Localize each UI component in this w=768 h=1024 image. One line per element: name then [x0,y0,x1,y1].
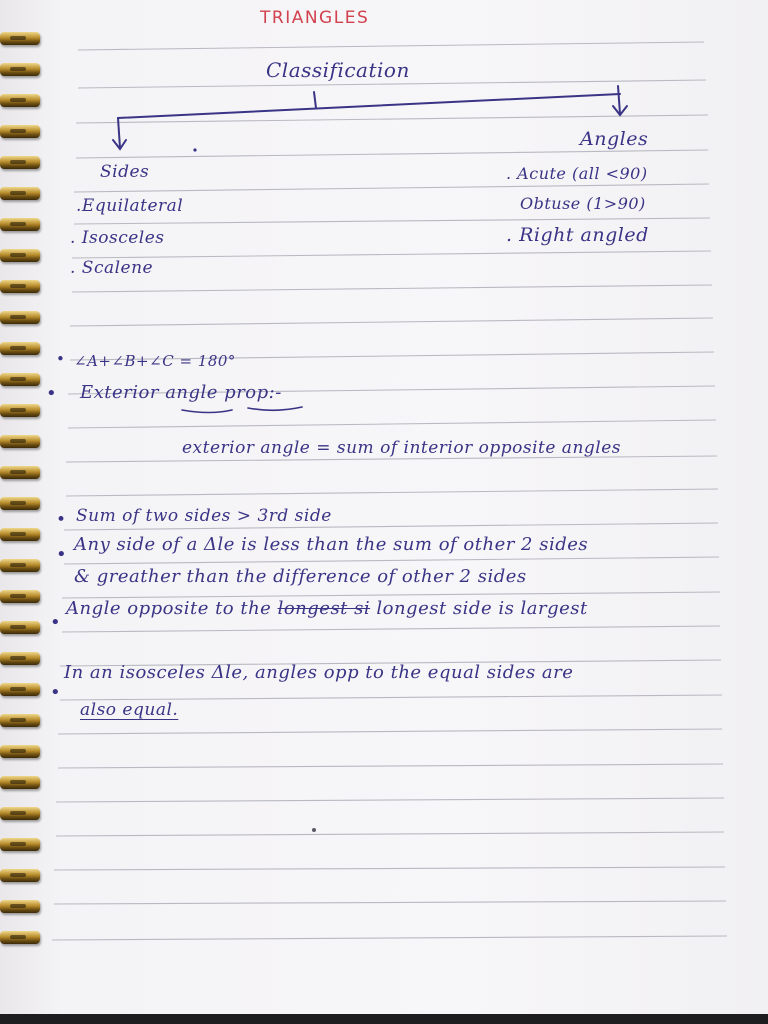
angle-opposite-text: Angle opposite to the [66,598,272,619]
angle-opposite-text: longest side is largest [376,598,588,619]
angles-item: Obtuse (1>90) [520,194,646,213]
bullet-dot: • [56,350,66,368]
bullet-dot: • [56,544,68,565]
page-title: TRIANGLES [260,8,370,28]
classification-heading: Classification [266,58,410,82]
page-bottom-edge [0,1014,768,1024]
any-side-property-line1: Any side of a Δle is less than the sum of other 2 sides [74,534,589,555]
bullet-dot: • [50,612,62,633]
bullet-dot: • [56,510,67,530]
two-sides-property: Sum of two sides > 3rd side [76,506,332,526]
angles-item: . Right angled [506,224,649,246]
sides-item: .Equilateral [76,196,184,216]
isosceles-property-line2: also equal. [80,700,179,720]
sides-item: . Scalene [70,258,154,278]
struck-out-text: longest si [277,598,371,619]
exterior-angle-heading: Exterior angle prop:- [80,382,282,403]
any-side-property-line2: & greather than the difference of other 2 sides [74,566,527,587]
angles-item: . Acute (all <90) [506,164,648,183]
isosceles-property-line1: In an isosceles Δle, angles opp to the equal sides are [64,662,574,683]
bullet-dot: • [50,682,62,703]
bullet-dot: • [46,383,58,404]
angles-label: Angles [580,128,649,150]
angle-sum-property: ∠A+∠B+∠C = 180° [74,352,236,370]
sides-label: Sides [100,162,150,182]
sides-item: . Isosceles [70,228,165,248]
exterior-angle-rule: exterior angle = sum of interior opposite angles [182,438,621,458]
